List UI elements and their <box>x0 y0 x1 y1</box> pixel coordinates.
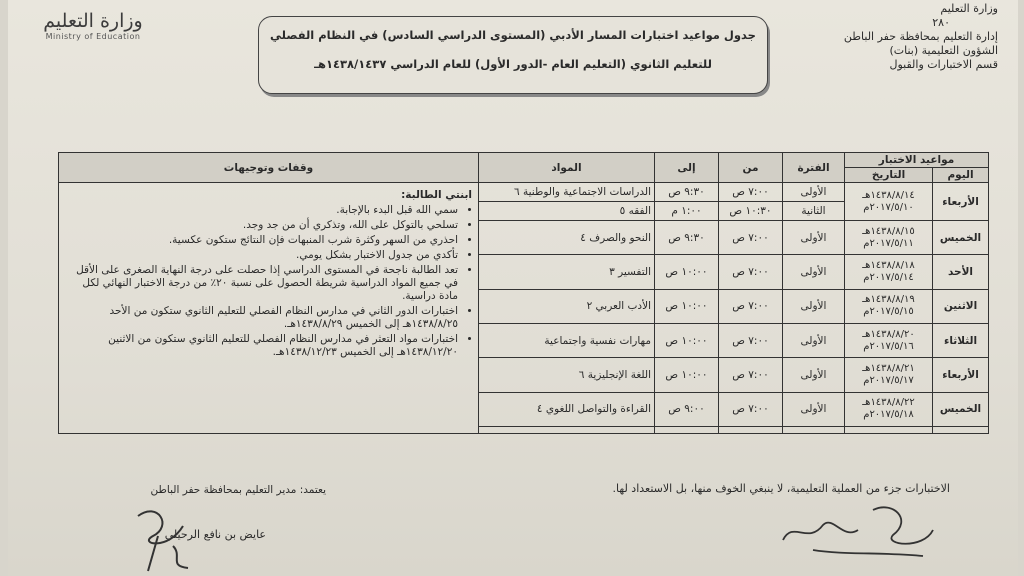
from-cell: ٧:٠٠ ص <box>719 255 783 289</box>
notes-intro: ابنتي الطالبة: <box>401 189 472 201</box>
subject-cell: الفقه ٥ <box>479 202 655 221</box>
hijri-date: ١٤٣٨/٨/٢١هـ <box>862 363 915 375</box>
period-cell: الثانية <box>783 202 845 221</box>
gregorian-date: ٢٠١٧/٥/١٤م <box>863 272 914 284</box>
hijri-date: ١٤٣٨/٨/١٤هـ <box>862 189 915 201</box>
subject-cell: الأدب العربي ٢ <box>479 289 655 323</box>
approver-name: عايض بن نافع الرحيلي <box>164 528 266 541</box>
date-cell <box>845 255 933 289</box>
day-cell: الثلاثاء <box>933 324 989 358</box>
note-item: • احذري من السهر وكثرة شرب المنبهات فإن النتائج ستكون عكسية. <box>65 234 458 247</box>
hijri-date: ١٤٣٨/٨/٢٢هـ <box>862 397 915 409</box>
to-cell: ٩:٣٠ ص <box>655 221 719 255</box>
period-cell: الأولى <box>783 358 845 392</box>
from-cell: ٧:٠٠ ص <box>719 392 783 426</box>
to-cell: ٩:٠٠ ص <box>655 392 719 426</box>
subject-cell: التفسير ٣ <box>479 255 655 289</box>
note-item: • اختبارات مواد التعثر في مدارس النظام الفصلي للتعليم الثانوي ستكون من الاثنين ١٤٣٨/١٢/٢٠هـ إلى الخميس ١٤٣٨/١٢/٢٣هـ. <box>65 333 458 359</box>
to-cell: ١٠:٠٠ ص <box>655 289 719 323</box>
document-title-box <box>258 16 768 94</box>
date-cell <box>845 392 933 426</box>
issuer-header <box>798 2 998 72</box>
note-item: • تأكدي من جدول الاختبار بشكل يومي. <box>65 249 458 262</box>
from-cell: ٧:٠٠ ص <box>719 324 783 358</box>
logo-english-text: Ministry of Education <box>45 32 141 41</box>
day-cell: الأربعاء <box>933 358 989 392</box>
date-cell <box>845 324 933 358</box>
schedule-header: مواعيد الاختبار <box>845 153 989 168</box>
subject-cell: النحو والصرف ٤ <box>479 221 655 255</box>
period-cell: الأولى <box>783 289 845 323</box>
footer-note: الاختبارات جزء من العملية التعليمية، لا ينبغي الخوف منها، بل الاستعداد لها. <box>612 482 950 495</box>
date-header: التاريخ <box>845 168 933 183</box>
period-cell: الأولى <box>783 221 845 255</box>
gregorian-date: ٢٠١٧/٥/١١م <box>863 237 914 249</box>
day-header: اليوم <box>933 168 989 183</box>
period-cell: الأولى <box>783 324 845 358</box>
document-number: ٢٨٠ <box>932 16 950 29</box>
notes-cell <box>59 183 479 434</box>
period-cell: الأولى <box>783 255 845 289</box>
affairs-line: الشؤون التعليمية (بنات) <box>889 44 998 57</box>
hijri-date: ١٤٣٨/٨/١٥هـ <box>862 225 915 237</box>
subject-cell: القراءة والتواصل اللغوي ٤ <box>479 392 655 426</box>
to-cell: ١:٠٠ م <box>655 202 719 221</box>
day-cell: الاثنين <box>933 289 989 323</box>
subject-cell: الدراسات الاجتماعية والوطنية ٦ <box>479 183 655 202</box>
from-cell: ٧:٠٠ ص <box>719 358 783 392</box>
day-cell: الأحد <box>933 255 989 289</box>
ministry-line: وزارة التعليم <box>940 2 998 15</box>
notes-header: وقفات وتوجيهات <box>59 153 479 183</box>
to-header: إلى <box>655 153 719 183</box>
from-cell: ١٠:٣٠ ص <box>719 202 783 221</box>
table-row <box>59 183 989 202</box>
from-cell: ٧:٠٠ ص <box>719 221 783 255</box>
approval-label: يعتمد: مدير التعليم بمحافظة حفر الباطن <box>150 484 326 496</box>
day-cell: الخميس <box>933 392 989 426</box>
date-cell <box>845 358 933 392</box>
gregorian-date: ٢٠١٧/٥/١٠م <box>863 201 914 213</box>
note-item: • تعد الطالبة ناجحة في المستوى الدراسي إذا حصلت على درجة النهاية الصغرى على الأقل في جميع المواد الدراسية شريطة الحصول على نسبة ٢٠٪ من درجة الاختبار النهائي لكل مادة دراسية. <box>65 264 458 303</box>
hijri-date: ١٤٣٨/٨/١٩هـ <box>862 294 915 306</box>
from-header: من <box>719 153 783 183</box>
to-cell: ٩:٣٠ ص <box>655 183 719 202</box>
day-cell: الأربعاء <box>933 183 989 221</box>
ministry-logo <box>28 10 158 41</box>
subject-cell: اللغة الإنجليزية ٦ <box>479 358 655 392</box>
date-cell <box>845 183 933 221</box>
gregorian-date: ٢٠١٧/٥/١٥م <box>863 306 914 318</box>
to-cell: ١٠:٠٠ ص <box>655 358 719 392</box>
subjects-header: المواد <box>479 153 655 183</box>
date-cell <box>845 221 933 255</box>
period-header: الفترة <box>783 153 845 183</box>
handwritten-initials <box>773 490 943 560</box>
to-cell: ١٠:٠٠ ص <box>655 255 719 289</box>
department-line: إدارة التعليم بمحافظة حفر الباطن <box>843 30 998 43</box>
date-cell <box>845 289 933 323</box>
note-item: • تسلحي بالتوكل على الله، وتذكري أن من جد وجد. <box>65 219 458 232</box>
gregorian-date: ٢٠١٧/٥/١٧م <box>863 375 914 387</box>
hijri-date: ١٤٣٨/٨/١٨هـ <box>862 260 915 272</box>
signature-mark <box>128 496 208 576</box>
exam-schedule-table <box>58 152 989 434</box>
note-item: • سمي الله قبل البدء بالإجابة. <box>65 204 458 217</box>
from-cell: ٧:٠٠ ص <box>719 289 783 323</box>
logo-arabic-text: وزارة التعليم <box>43 10 143 32</box>
gregorian-date: ٢٠١٧/٥/١٨م <box>863 409 914 421</box>
notes-list <box>65 204 472 359</box>
subject-cell: مهارات نفسية واجتماعية <box>479 324 655 358</box>
section-line: قسم الاختبارات والقبول <box>889 58 998 71</box>
document-page <box>8 0 1018 576</box>
gregorian-date: ٢٠١٧/٥/١٦م <box>863 340 914 352</box>
to-cell: ١٠:٠٠ ص <box>655 324 719 358</box>
title-line-2: للتعليم الثانوي (التعليم العام -الدور الأول) للعام الدراسي ١٤٣٨/١٤٣٧هـ <box>314 57 712 71</box>
title-line-1: جدول مواعيد اختبارات المسار الأدبي (المستوى الدراسي السادس) في النظام الفصلي <box>270 28 756 42</box>
from-cell: ٧:٠٠ ص <box>719 183 783 202</box>
hijri-date: ١٤٣٨/٨/٢٠هـ <box>862 328 915 340</box>
note-item: • اختبارات الدور الثاني في مدارس النظام الفصلي للتعليم الثانوي ستكون من الأحد ١٤٣٨/٨/٢٥هـ إلى الخميس ١٤٣٨/٨/٢٩هـ. <box>65 305 458 331</box>
period-cell: الأولى <box>783 183 845 202</box>
day-cell: الخميس <box>933 221 989 255</box>
period-cell: الأولى <box>783 392 845 426</box>
